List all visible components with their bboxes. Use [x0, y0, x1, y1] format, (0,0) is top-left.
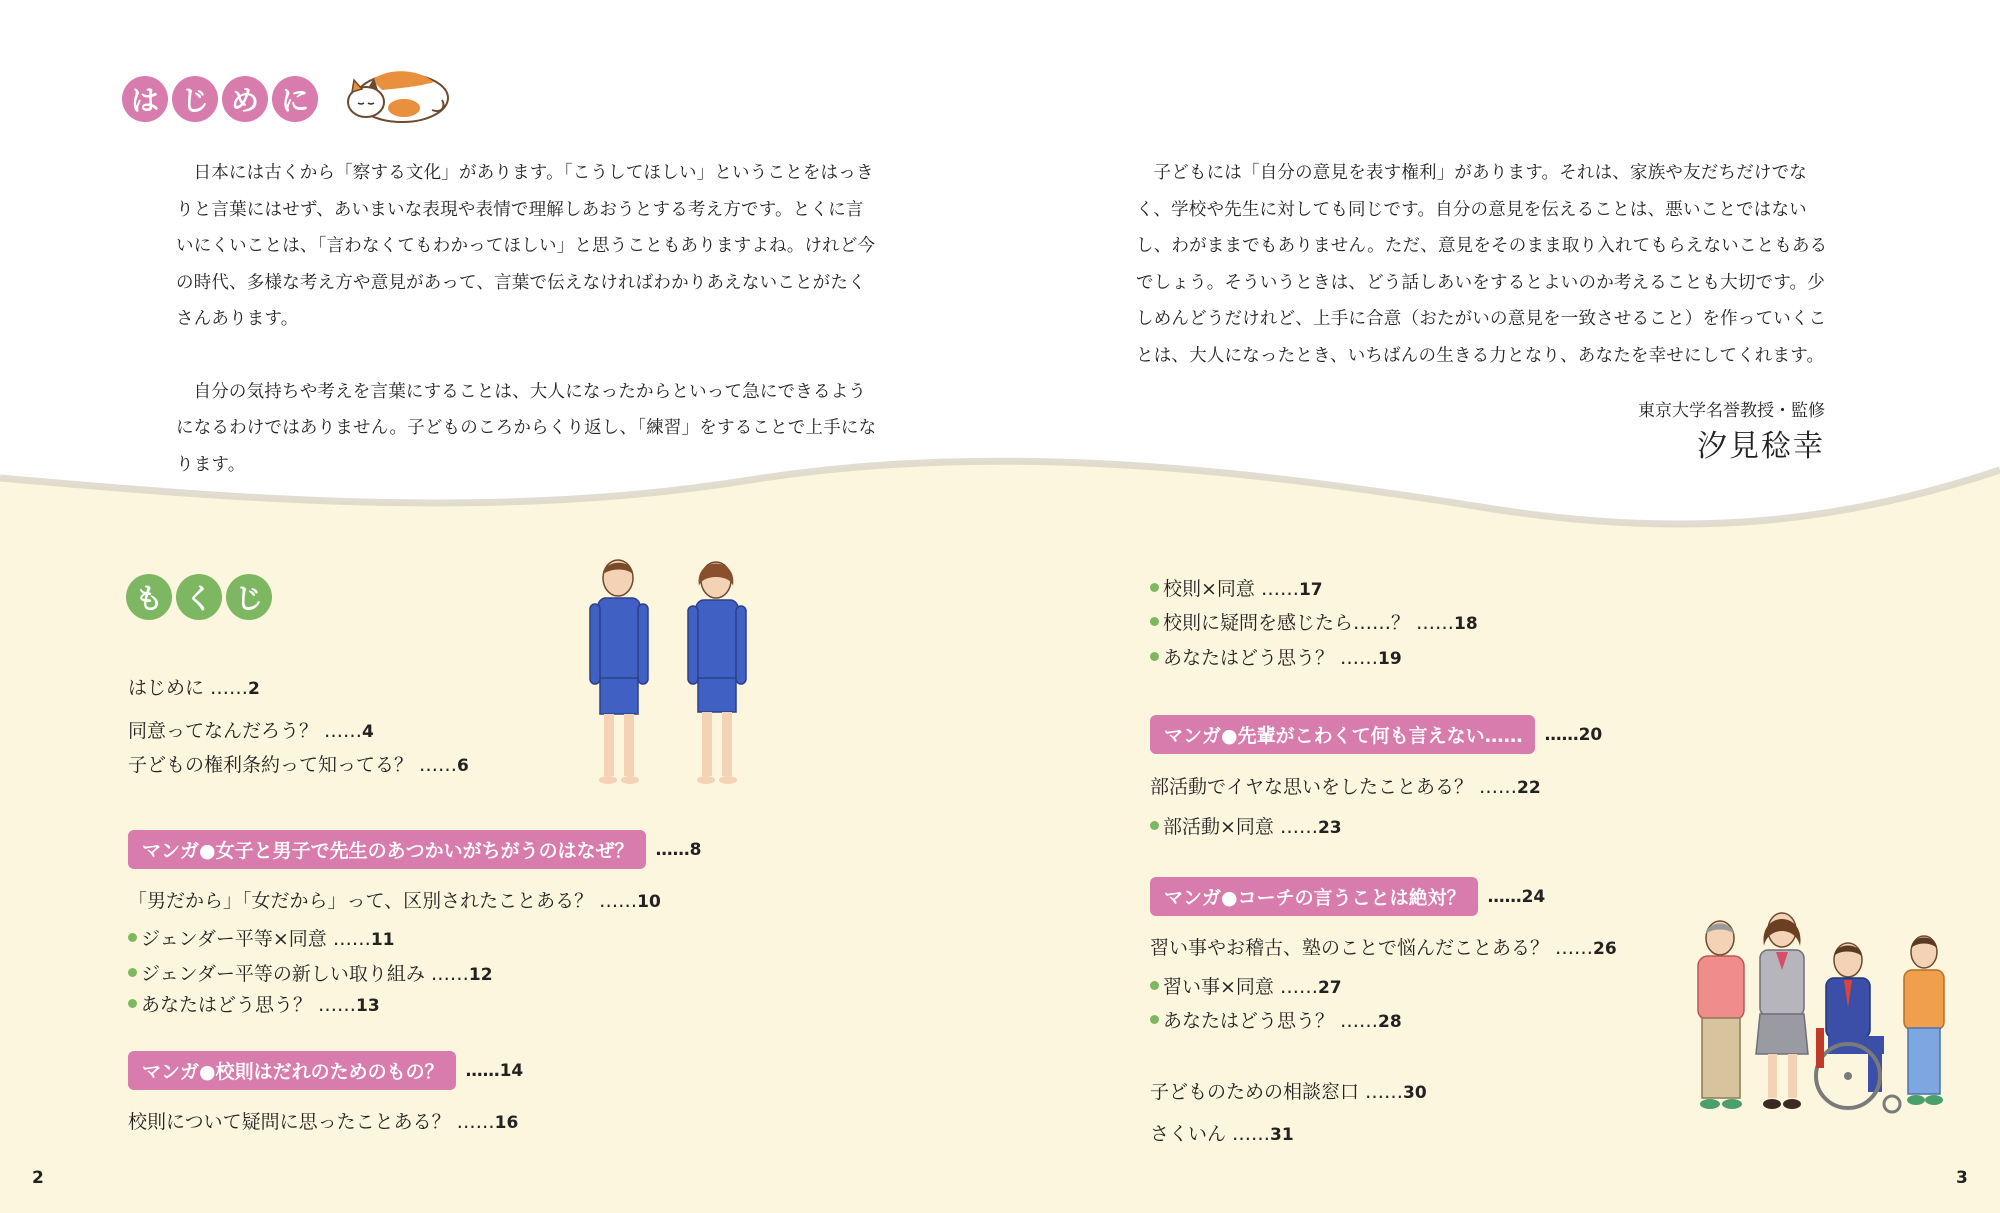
toc-item[interactable] — [1150, 1119, 1294, 1146]
toc-page-number: 18 — [1454, 614, 1478, 634]
toc-page-number: 23 — [1317, 818, 1342, 838]
toc-item-text: はじめに …… — [128, 677, 249, 699]
toc-item-text: 部活動×同意 …… — [1163, 816, 1318, 838]
page-number-right: 3 — [1956, 1168, 1968, 1188]
toc-item-text: 同意ってなんだろう？ …… — [128, 720, 363, 742]
toc-bullet-item[interactable] — [1150, 608, 1478, 635]
toc-item-text: ジェンダー平等の新しい取り組み …… — [141, 963, 469, 985]
toc-page-number: 10 — [637, 892, 661, 912]
toc-item[interactable] — [1150, 933, 1617, 960]
toc-page-number: 17 — [1298, 580, 1323, 600]
toc-manga-row[interactable] — [128, 830, 701, 869]
toc-item-text: 「男だから」「女だから」って、区別されたことある？ …… — [128, 890, 638, 912]
toc-item-text: ジェンダー平等×同意 …… — [141, 928, 371, 950]
toc-item-text: 部活動でイヤな思いをしたことある？ …… — [1150, 776, 1518, 798]
manga-label: マンガ●コーチの言うことは絶対？ — [1150, 877, 1478, 916]
bullet-dot-icon — [128, 999, 137, 1008]
bullet-dot-icon — [128, 968, 137, 977]
manga-label: マンガ●先輩がこわくて何も言えない…… — [1150, 715, 1535, 754]
toc-page-number: 27 — [1317, 978, 1342, 998]
toc-page-number: 4 — [362, 722, 374, 742]
toc-page-number: ……20 — [1544, 724, 1603, 745]
toc-manga-row[interactable] — [1150, 877, 1545, 916]
heading-char: じ — [172, 76, 218, 122]
page-number-left: 2 — [32, 1168, 44, 1188]
toc-item[interactable] — [128, 716, 374, 743]
heading-char: も — [126, 574, 172, 620]
bullet-dot-icon — [128, 933, 137, 942]
toc-item[interactable] — [128, 1107, 518, 1134]
toc-page-number: ……24 — [1487, 886, 1546, 907]
toc-bullet-item[interactable] — [1150, 972, 1342, 999]
intro-paragraph: 自分の気持ちや考えを言葉にすることは、大人になったからといって急にできるようになるわけではありません。子どものころからくり返し、「練習」をすることで上手になります。 — [176, 381, 877, 475]
toc-item[interactable] — [1150, 1077, 1427, 1104]
toc-page-number: 6 — [457, 756, 469, 776]
toc-page-number: 19 — [1378, 649, 1402, 669]
bullet-dot-icon — [1150, 652, 1159, 661]
toc-page-number: 13 — [356, 996, 380, 1016]
toc-page-number: ……8 — [655, 839, 702, 860]
toc-item-text: 習い事やお稽古、塾のことで悩んだことある？ …… — [1150, 937, 1594, 959]
toc-bullet-item[interactable] — [1150, 812, 1342, 839]
sleeping-cat-illustration — [342, 58, 452, 128]
toc-bullet-item[interactable] — [128, 924, 395, 951]
toc-bullet-item[interactable] — [128, 990, 380, 1017]
students-illustration — [582, 556, 752, 792]
manga-label: マンガ●校則はだれのためのもの？ — [128, 1051, 456, 1090]
people-group-illustration — [1688, 910, 1958, 1118]
toc-page-number: 12 — [468, 965, 493, 985]
toc-item-text: 習い事×同意 …… — [1163, 976, 1318, 998]
toc-page-number: ……14 — [465, 1060, 524, 1081]
bullet-dot-icon — [1150, 981, 1159, 990]
toc-item[interactable] — [1150, 772, 1541, 799]
toc-item-text: 子どものための相談窓口 …… — [1150, 1081, 1404, 1103]
supervisor-block — [1560, 396, 1825, 465]
bullet-dot-icon — [1150, 617, 1159, 626]
supervisor-label: 東京大学名誉教授・監修 — [1638, 401, 1825, 421]
toc-item-text: さくいん …… — [1150, 1123, 1271, 1145]
toc-bullet-item[interactable] — [1150, 574, 1323, 601]
toc-page-number: 22 — [1517, 778, 1541, 798]
toc-item-text: あなたはどう思う？ …… — [1163, 1010, 1379, 1032]
heading-char: は — [122, 76, 168, 122]
toc-item[interactable] — [128, 673, 260, 700]
manga-label: マンガ●女子と男子で先生のあつかいがちがうのはなぜ？ — [128, 830, 646, 869]
toc-page-number: 11 — [370, 930, 395, 950]
toc-item-text: 校則について疑問に思ったことある？ …… — [128, 1111, 495, 1133]
supervisor-name: 汐見稔幸 — [1697, 429, 1825, 464]
heading-char: め — [222, 76, 268, 122]
bullet-dot-icon — [1150, 1015, 1159, 1024]
toc-manga-row[interactable] — [1150, 715, 1602, 754]
toc-page-number: 16 — [494, 1113, 519, 1133]
toc-page-number: 30 — [1403, 1083, 1427, 1103]
bullet-dot-icon — [1150, 583, 1159, 592]
intro-left-text — [176, 155, 881, 483]
toc-item[interactable] — [128, 886, 661, 913]
toc-item-text: 子どもの権利条約って知ってる？ …… — [128, 754, 458, 776]
toc-item-text: 校則に疑問を感じたら……？ …… — [1163, 612, 1455, 634]
intro-paragraph: 子どもには「自分の意見を表す権利」があります。それは、家族や友だちだけでなく、学校や先生に対しても同じです。自分の意見を伝えることは、悪いことではないし、わがままでもありません。ただ、意見をそのまま取り入れてもらえないこともあるでしょう。そういうときは、どう話しあいをするとよいのか考えることも大切です。少しめんどうだけれど、上手に合意（おたがいの意見を一致させること）を作っていくことは、大人になったとき、いちばんの生きる力となり、あなたを幸せにしてくれます。 — [1136, 163, 1828, 366]
intro-heading — [122, 76, 318, 122]
toc-bullet-item[interactable] — [1150, 1006, 1402, 1033]
toc-bullet-item[interactable] — [128, 959, 493, 986]
toc-page-number: 31 — [1270, 1125, 1294, 1145]
heading-char: く — [176, 574, 222, 620]
toc-page-number: 26 — [1593, 939, 1617, 959]
toc-item-text: 校則×同意 …… — [1163, 578, 1299, 600]
toc-item-text: あなたはどう思う？ …… — [1163, 647, 1379, 669]
intro-paragraph: 日本には古くから「察する文化」があります。「こうしてほしい」ということをはっきりと言葉にはせず、あいまいな表現や表情で理解しあおうとする考え方です。とくに言いにくいことは、「言わなくてもわかってほしい」と思うこともありますよね。けれど今の時代、多様な考え方や意見があって、言葉で伝えなければわかりあえないことがたくさんあります。 — [176, 163, 876, 329]
toc-page-number: 2 — [248, 679, 260, 699]
toc-item[interactable] — [128, 750, 469, 777]
heading-char: じ — [226, 574, 272, 620]
toc-bullet-item[interactable] — [1150, 643, 1402, 670]
toc-heading — [126, 574, 272, 620]
toc-item-text: あなたはどう思う？ …… — [141, 994, 357, 1016]
intro-right-text — [1136, 155, 1836, 374]
heading-char: に — [272, 76, 318, 122]
bullet-dot-icon — [1150, 821, 1159, 830]
toc-manga-row[interactable] — [128, 1051, 523, 1090]
toc-page-number: 28 — [1378, 1012, 1402, 1032]
